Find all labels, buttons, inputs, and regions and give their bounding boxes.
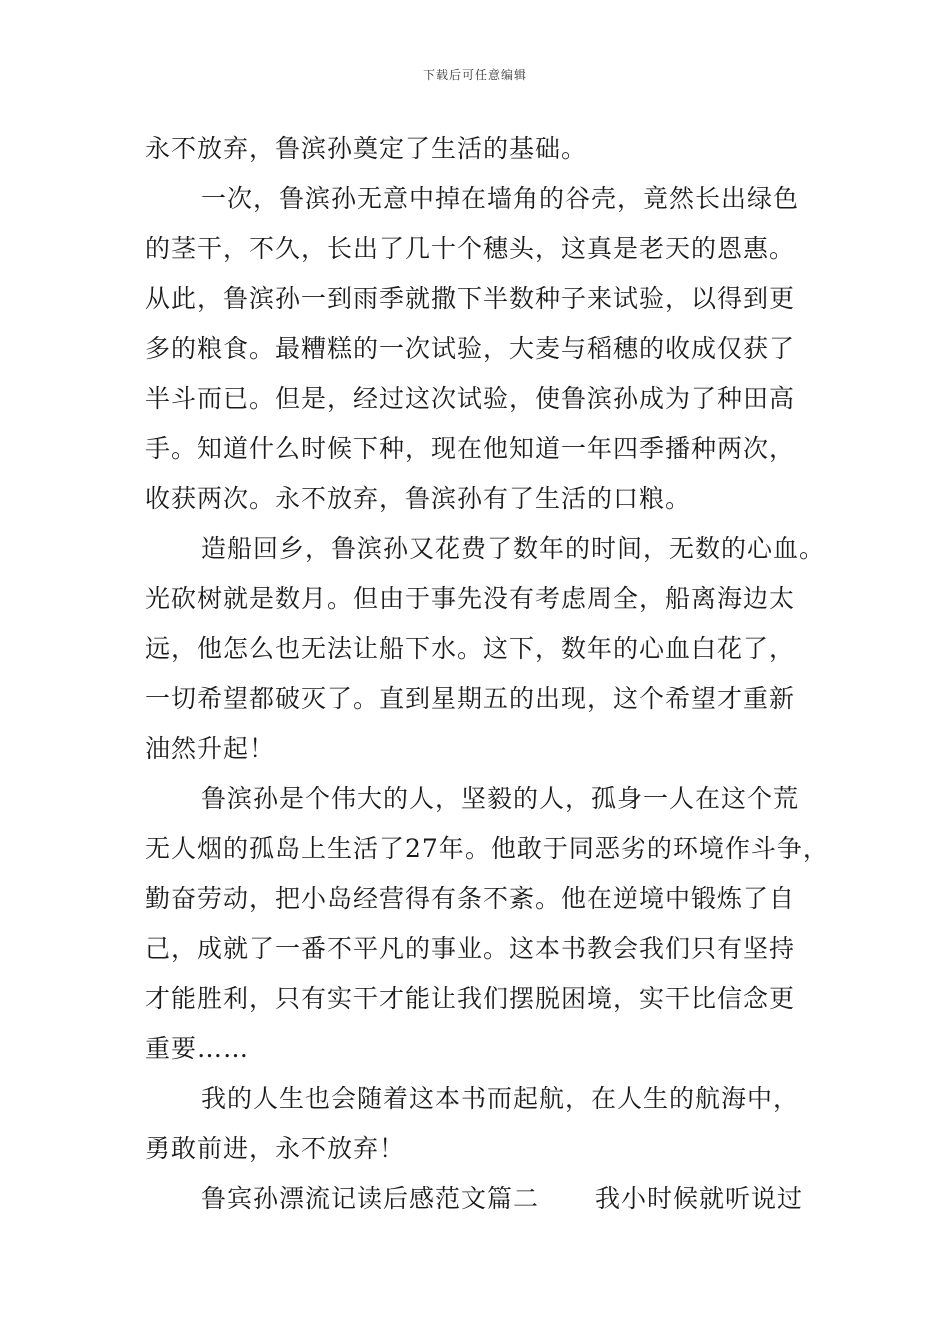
text-line: 勇敢前进，永不放弃！ bbox=[145, 1134, 406, 1163]
section-title: 鲁宾孙漂流记读后感范文篇二 bbox=[201, 1184, 540, 1213]
text-line: 才能胜利，只有实干才能让我们摆脱困境，实干比信念更 bbox=[145, 984, 796, 1013]
text-line: 一切希望都破灭了。直到星期五的出现，这个希望才重新 bbox=[145, 684, 796, 713]
text-line: 造船回乡，鲁滨孙又花费了数年的时间，无数的心血。 bbox=[201, 534, 826, 563]
text-line: 我的人生也会随着这本书而起航，在人生的航海中， bbox=[201, 1084, 800, 1113]
section-title-line bbox=[145, 1174, 810, 1224]
text-line: 半斗而已。但是，经过这次试验，使鲁滨孙成为了种田高 bbox=[145, 384, 796, 413]
text-line: 鲁滨孙是个伟大的人，坚毅的人，孤身一人在这个荒 bbox=[201, 784, 800, 813]
text-line: 无人烟的孤岛上生活了27年。他敢于同恶劣的环境作斗争， bbox=[145, 834, 829, 863]
text-line: 远，他怎么也无法让船下水。这下，数年的心血白花了， bbox=[145, 634, 796, 663]
text-line: 一次，鲁滨孙无意中掉在墙角的谷壳，竟然长出绿色 bbox=[201, 184, 800, 213]
text-line: 收获两次。永不放弃，鲁滨孙有了生活的口粮。 bbox=[145, 484, 692, 513]
text-line: 光砍树就是数月。但由于事先没有考虑周全，船离海边太 bbox=[145, 584, 796, 613]
section-continuation: 我小时候就听说过 bbox=[595, 1184, 804, 1213]
text-line: 永不放弃，鲁滨孙奠定了生活的基础。 bbox=[145, 134, 588, 163]
text-line: 的茎干，不久，长出了几十个穗头，这真是老天的恩惠。 bbox=[145, 234, 796, 263]
text-line: 从此，鲁滨孙一到雨季就撒下半数种子来试验，以得到更 bbox=[145, 284, 796, 313]
text-line: 己，成就了一番不平凡的事业。这本书教会我们只有坚持 bbox=[145, 934, 796, 963]
text-line: 重要…… bbox=[145, 1034, 250, 1063]
text-line: 油然升起！ bbox=[145, 734, 276, 763]
text-line: 手。知道什么时候下种，现在他知道一年四季播种两次， bbox=[145, 434, 796, 463]
page-header: 下载后可任意编辑 bbox=[422, 68, 527, 82]
document-body bbox=[145, 124, 829, 1224]
text-line: 勤奋劳动，把小岛经营得有条不紊。他在逆境中锻炼了自 bbox=[145, 884, 796, 913]
text-line: 多的粮食。最糟糕的一次试验，大麦与稻穗的收成仅获了 bbox=[145, 334, 796, 363]
